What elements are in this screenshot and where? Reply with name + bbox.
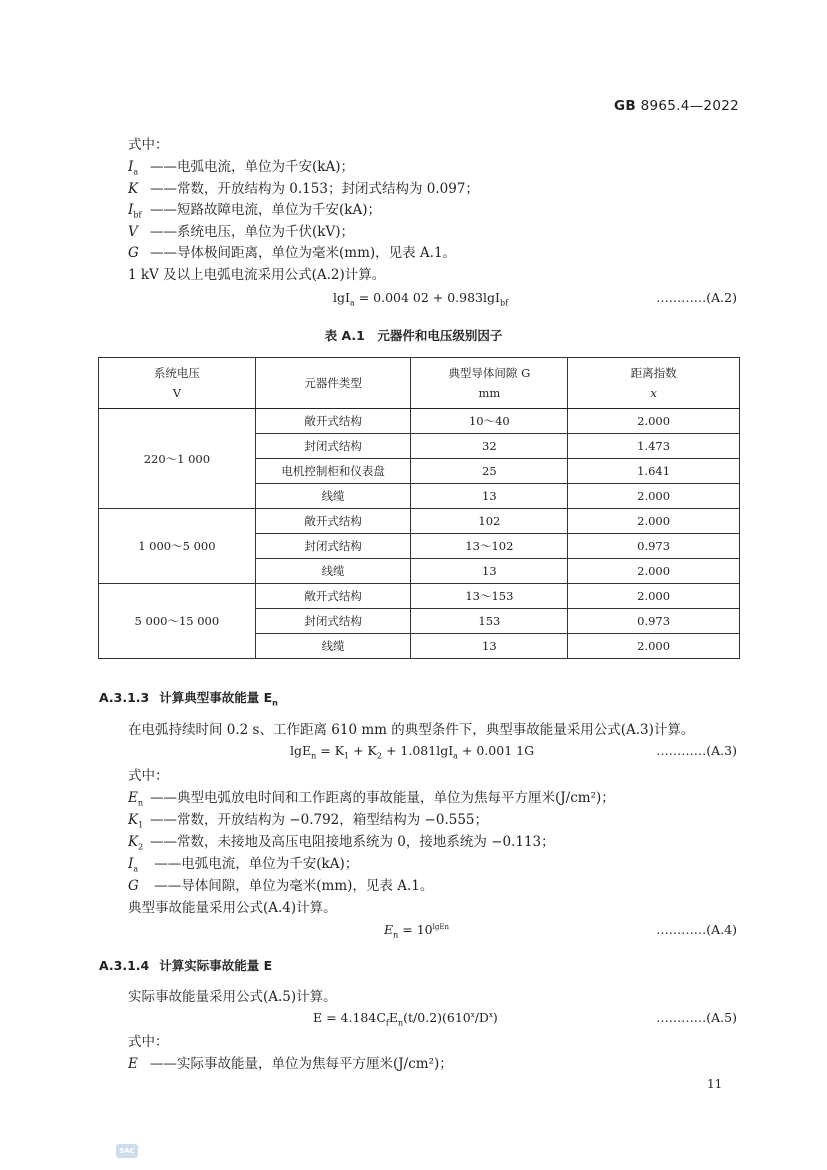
definition-text: ——实际事故能量，单位为焦每平方厘米(J/cm²)； — [150, 1056, 453, 1072]
distance-cell: 2.000 — [568, 584, 740, 609]
definition-text: ——典型电弧放电时间和工作距离的事故能量，单位为焦每平方厘米(J/cm²)； — [150, 790, 615, 806]
formula-a2: lgI$_a$ = 0.004 02 + 0.983lgI$_{bf}$ — [333, 290, 509, 308]
where-intro-1: 式中： — [128, 137, 169, 153]
gap-cell: 25 — [411, 459, 568, 484]
definition-text: ——短路故障电流，单位为千安(kA)； — [150, 202, 381, 218]
gap-cell: 13 — [411, 559, 568, 584]
type-cell: 敞开式结构 — [255, 409, 411, 434]
type-cell: 敞开式结构 — [255, 584, 411, 609]
section-a314: A.3.1.4 计算实际事故能量 E — [99, 958, 273, 973]
definition-text: ——常数，开放结构为 −0.792，箱型结构为 −0.555； — [150, 812, 489, 828]
intro-formula-a2: 1 kV 及以上电弧电流采用公式(A.2)计算。 — [128, 267, 386, 283]
sac-logo: SAC — [116, 1144, 138, 1158]
formula-a2-number: …………(A.2) — [656, 290, 737, 305]
definition-line — [128, 876, 433, 896]
definition-symbol: $K_2$ — [128, 834, 144, 852]
intro-formula-a4: 典型事故能量采用公式(A.4)计算。 — [128, 900, 337, 916]
gap-cell: 13 — [411, 634, 568, 659]
definition-symbol: $I_a$ — [128, 159, 139, 177]
table-row — [99, 409, 740, 434]
section-a313: A.3.1.3 计算典型事故能量 $E_n$ — [99, 690, 278, 708]
distance-cell: 2.000 — [568, 509, 740, 534]
type-cell: 线缆 — [255, 484, 411, 509]
gap-cell: 13～102 — [411, 534, 568, 559]
definition-symbol: E — [128, 1056, 138, 1072]
gap-cell: 102 — [411, 509, 568, 534]
gap-cell: 32 — [411, 434, 568, 459]
gap-cell: 153 — [411, 609, 568, 634]
definition-text: ——常数，未接地及高压电阻接地系统为 0，接地系统为 −0.113； — [150, 834, 555, 850]
voltage-cell: 220～1 000 — [99, 409, 256, 509]
definition-symbol: K — [128, 180, 139, 197]
header-voltage: 系统电压 V — [99, 358, 256, 409]
formula-a4: $E_n = 10^{lgEn}$ — [384, 922, 449, 940]
type-cell: 线缆 — [255, 634, 411, 659]
type-cell: 线缆 — [255, 559, 411, 584]
type-cell: 电机控制柜和仪表盘 — [255, 459, 411, 484]
definition-text: ——电弧电流，单位为千安(kA)； — [150, 159, 354, 175]
where-intro-2: 式中： — [128, 768, 169, 784]
definition-symbol: G — [128, 245, 139, 261]
page-number: 11 — [707, 1077, 723, 1091]
formula-a3: $\lg E_n = K_1 + K_2 + 1.081\lg I_a + 0.001$ 1G — [290, 743, 535, 761]
distance-cell: 0.973 — [568, 609, 740, 634]
distance-cell: 2.000 — [568, 484, 740, 509]
formula-a5-number: …………(A.5) — [656, 1010, 737, 1025]
definition-text: ——电弧电流，单位为千安(kA)； — [150, 856, 359, 872]
distance-cell: 2.000 — [568, 409, 740, 434]
definition-symbol: V — [128, 223, 138, 240]
definition-line — [128, 179, 479, 199]
type-cell: 封闭式结构 — [255, 534, 411, 559]
para-a313: 在电弧持续时间 0.2 s、工作距离 610 mm 的典型条件下，典型事故能量采用公式(A.3)计算。 — [128, 722, 695, 738]
para-a314: 实际事故能量采用公式(A.5)计算。 — [128, 989, 337, 1005]
definition-symbol: $E_n$ — [128, 790, 144, 808]
definition-text: ——系统电压，单位为千伏(kV)； — [150, 223, 354, 240]
definition-symbol: $K_1$ — [128, 812, 144, 830]
definition-line — [128, 1054, 453, 1074]
type-cell: 封闭式结构 — [255, 609, 411, 634]
gap-cell: 13 — [411, 484, 568, 509]
voltage-cell: 5 000～15 000 — [99, 584, 256, 659]
distance-cell: 2.000 — [568, 634, 740, 659]
definition-text: ——导体极间距离，单位为毫米(mm)，见表 A.1。 — [150, 245, 457, 261]
gap-cell: 10～40 — [411, 409, 568, 434]
table-row — [99, 584, 740, 609]
where-intro-3: 式中： — [128, 1034, 169, 1050]
header-type: 元器件类型 — [255, 358, 411, 409]
table-caption: 表 A.1 元器件和电压级别因子 — [324, 328, 503, 343]
standard-code — [614, 98, 739, 114]
factor-table — [98, 357, 740, 659]
formula-a3-number: …………(A.3) — [656, 743, 737, 758]
header-distance: 距离指数 x — [568, 358, 740, 409]
definition-text: ——常数，开放结构为 0.153；封闭式结构为 0.097； — [150, 180, 479, 197]
type-cell: 封闭式结构 — [255, 434, 411, 459]
distance-cell: 1.473 — [568, 434, 740, 459]
distance-cell: 2.000 — [568, 559, 740, 584]
standard-number: 8965.4—2022 — [640, 98, 739, 114]
definition-text: ——导体间隙，单位为毫米(mm)，见表 A.1。 — [150, 878, 434, 894]
definition-symbol: $I_a$ — [128, 856, 139, 874]
voltage-cell: 1 000～5 000 — [99, 509, 256, 584]
definition-symbol: $I_{bf}$ — [128, 202, 142, 220]
formula-a4-number: …………(A.4) — [656, 922, 737, 937]
definition-line — [128, 222, 354, 242]
table-row — [99, 509, 740, 534]
standard-prefix: GB — [614, 98, 636, 114]
type-cell: 敞开式结构 — [255, 509, 411, 534]
definition-line — [128, 243, 456, 263]
header-gap: 典型导体间隙 G mm — [411, 358, 568, 409]
formula-a5: $E = 4.184C_fE_n(t/0.2)(610^x/D^x)$ — [313, 1010, 498, 1028]
definition-symbol: G — [128, 878, 139, 894]
gap-cell: 13～153 — [411, 584, 568, 609]
distance-cell: 1.641 — [568, 459, 740, 484]
distance-cell: 0.973 — [568, 534, 740, 559]
